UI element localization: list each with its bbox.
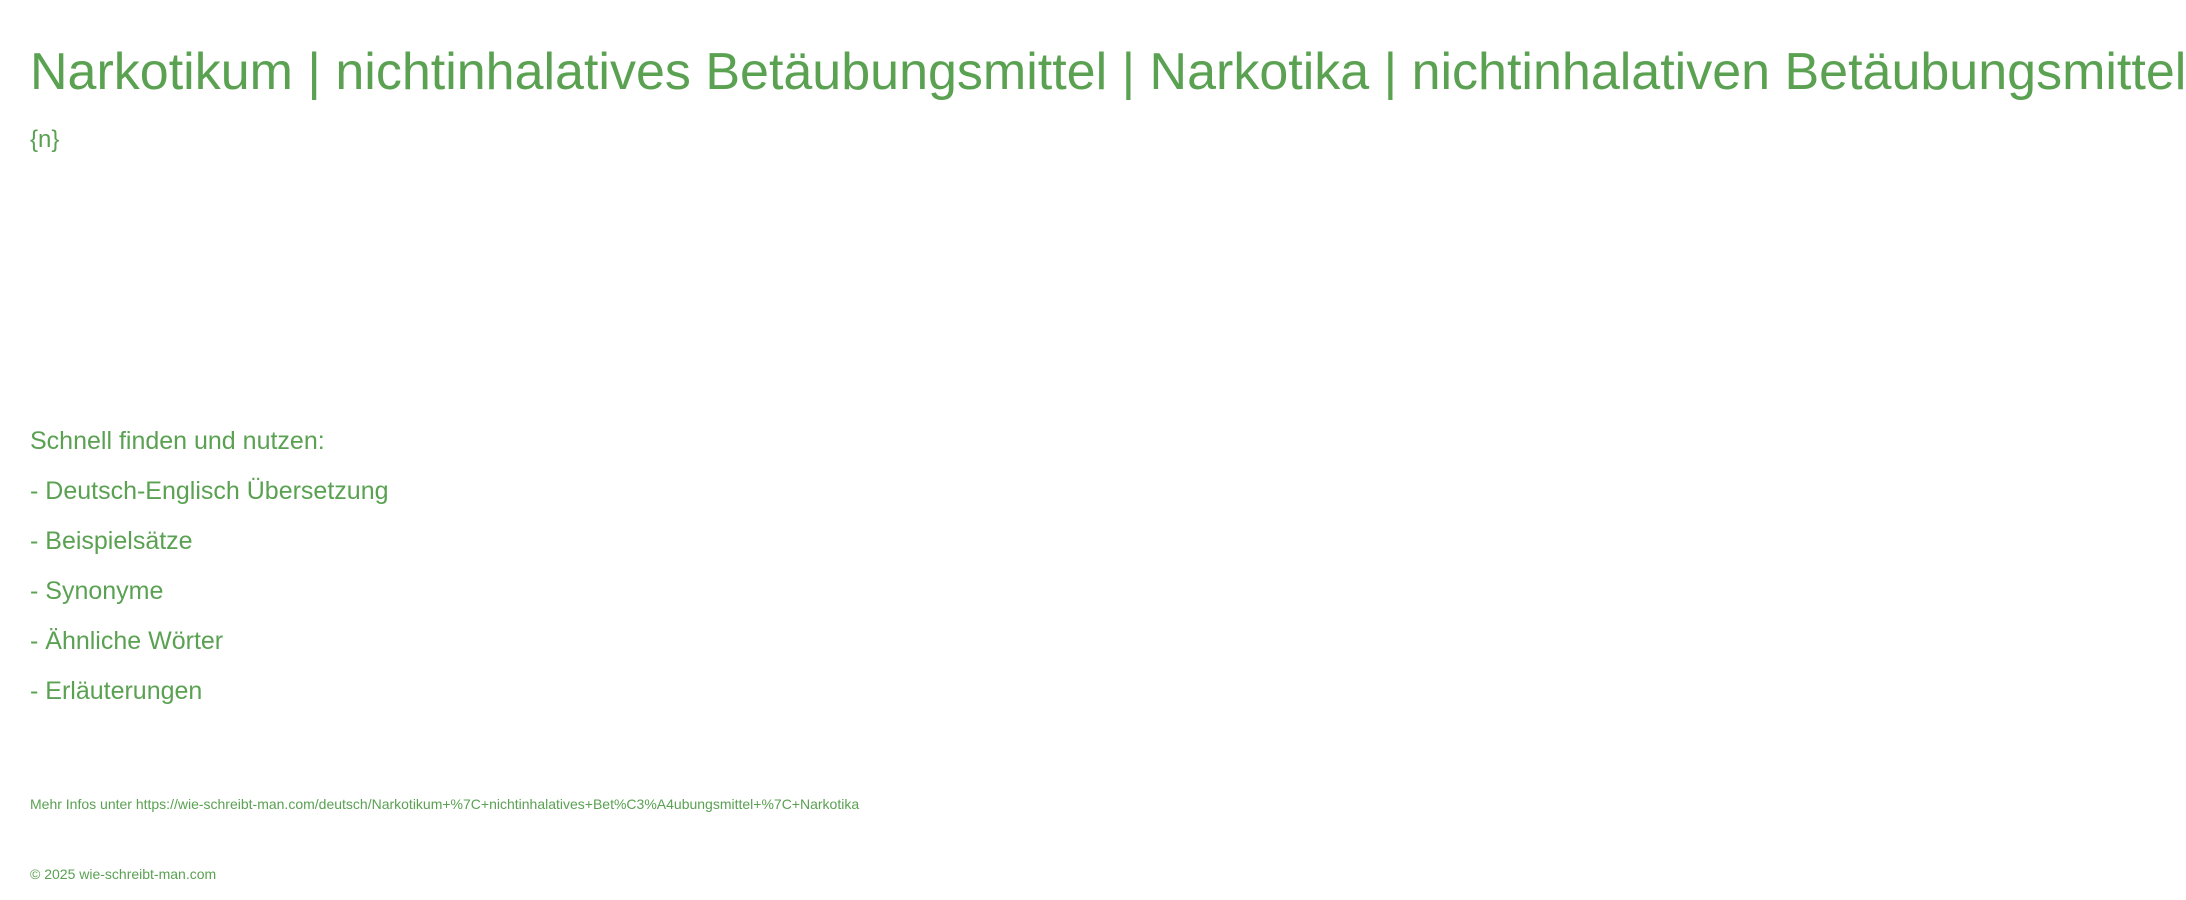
features-heading: Schnell finden und nutzen: [30, 427, 325, 455]
page-title: Narkotikum | nichtinhalatives Betäubungsmittel | Narkotika | nichtinhalativen Betäubungsmittel [30, 43, 2186, 101]
feature-item-similar-words: - Ähnliche Wörter [30, 627, 224, 655]
feature-item-explanations: - Erläuterungen [30, 677, 203, 705]
part-of-speech: {n} [30, 126, 60, 153]
feature-item-synonyms: - Synonyme [30, 577, 164, 605]
more-info-url: Mehr Infos unter https://wie-schreibt-man.com/deutsch/Narkotikum+%7C+nichtinhalatives+Bet%C3%A4ubungsmittel+%7C+Narkotika [30, 796, 860, 812]
feature-item-examples: - Beispielsätze [30, 527, 193, 555]
copyright-notice: © 2025 wie-schreibt-man.com [30, 866, 217, 882]
feature-item-translation: - Deutsch-Englisch Übersetzung [30, 477, 389, 505]
features-list [30, 424, 389, 724]
